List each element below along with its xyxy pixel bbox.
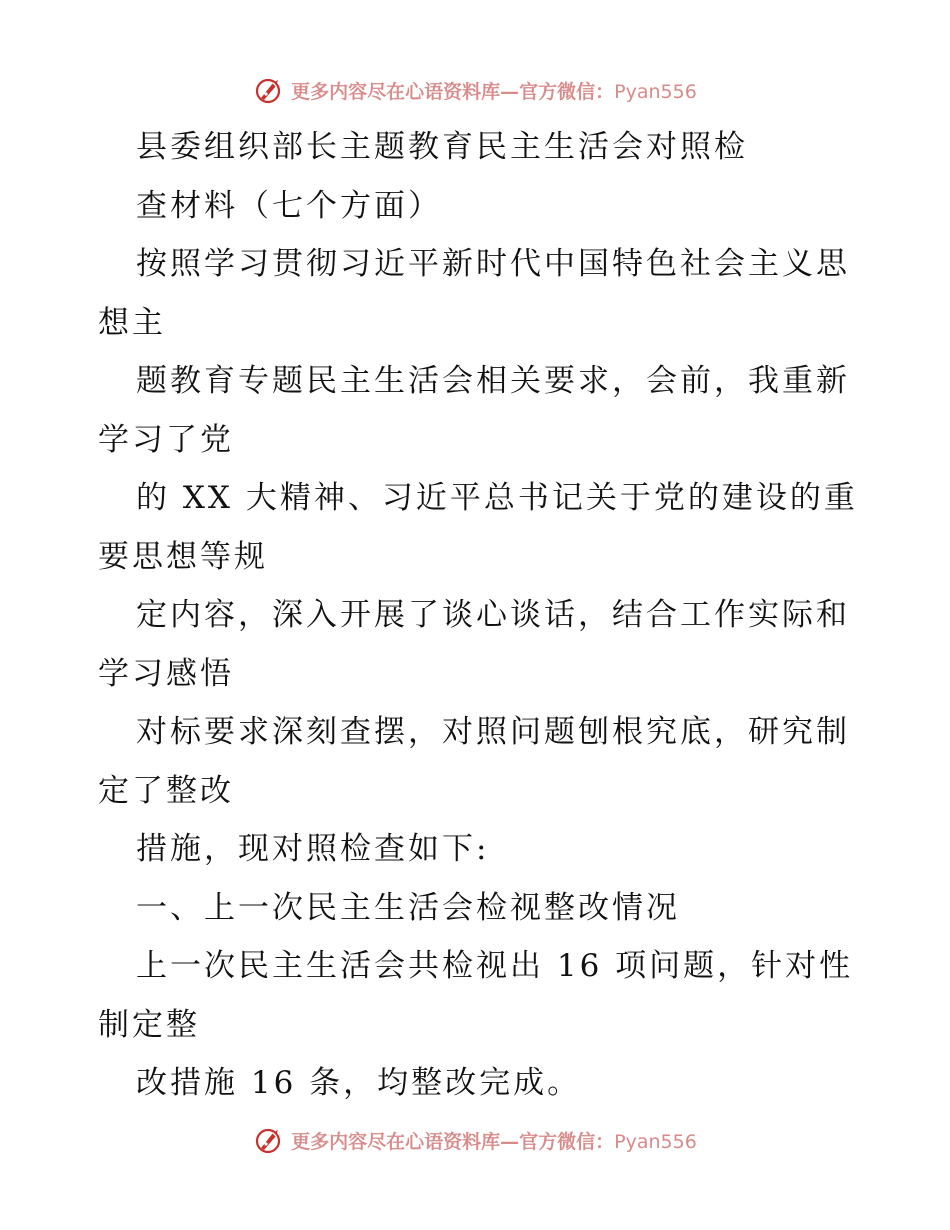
text-line: 学习了党: [98, 421, 234, 458]
header-watermark: [0, 70, 950, 110]
text-line: 题教育专题民主生活会相关要求，会前，我重新: [136, 363, 850, 399]
text-line: 对标要求深刻查摆，对照问题刨根究底，研究制: [136, 714, 850, 750]
pen-nib-logo: [253, 1124, 285, 1156]
text-line: 想主: [98, 304, 166, 341]
watermark-text: [291, 1127, 697, 1154]
text-line: 县委组织部长主题教育民主生活会对照检: [136, 129, 748, 165]
watermark-text: [291, 77, 697, 104]
text-line: 按照学习贯彻习近平新时代中国特色社会主义思: [136, 246, 850, 282]
text-line: 改措施 16 条，均整改完成。: [136, 1065, 582, 1101]
watermark-group: [253, 1124, 697, 1156]
watermark-id: Pyan556: [614, 1130, 697, 1153]
text-line: 学习感悟: [98, 655, 234, 692]
footer-watermark: [0, 1120, 950, 1160]
text-line: 一、上一次民主生活会检视整改情况: [136, 889, 680, 926]
watermark-prefix: 更多内容尽在心语资料库—官方微信：: [291, 80, 615, 103]
watermark-prefix: 更多内容尽在心语资料库—官方微信：: [291, 1130, 615, 1153]
text-line: 查材料（七个方面）: [136, 187, 442, 224]
text-line: 的 XX 大精神、习近平总书记关于党的建设的重: [136, 480, 858, 516]
document-body: [98, 118, 858, 1113]
pen-nib-logo: [253, 74, 285, 106]
watermark-id: Pyan556: [614, 80, 697, 103]
text-line: 制定整: [98, 1006, 200, 1043]
text-line: 要思想等规: [98, 538, 268, 575]
text-line: 定内容，深入开展了谈心谈话，结合工作实际和: [136, 597, 850, 633]
text-line: 措施，现对照检查如下:: [136, 831, 490, 867]
text-line: 上一次民主生活会共检视出 16 项问题，针对性: [136, 948, 854, 984]
watermark-group: [253, 74, 697, 106]
text-line: 定了整改: [98, 772, 234, 809]
